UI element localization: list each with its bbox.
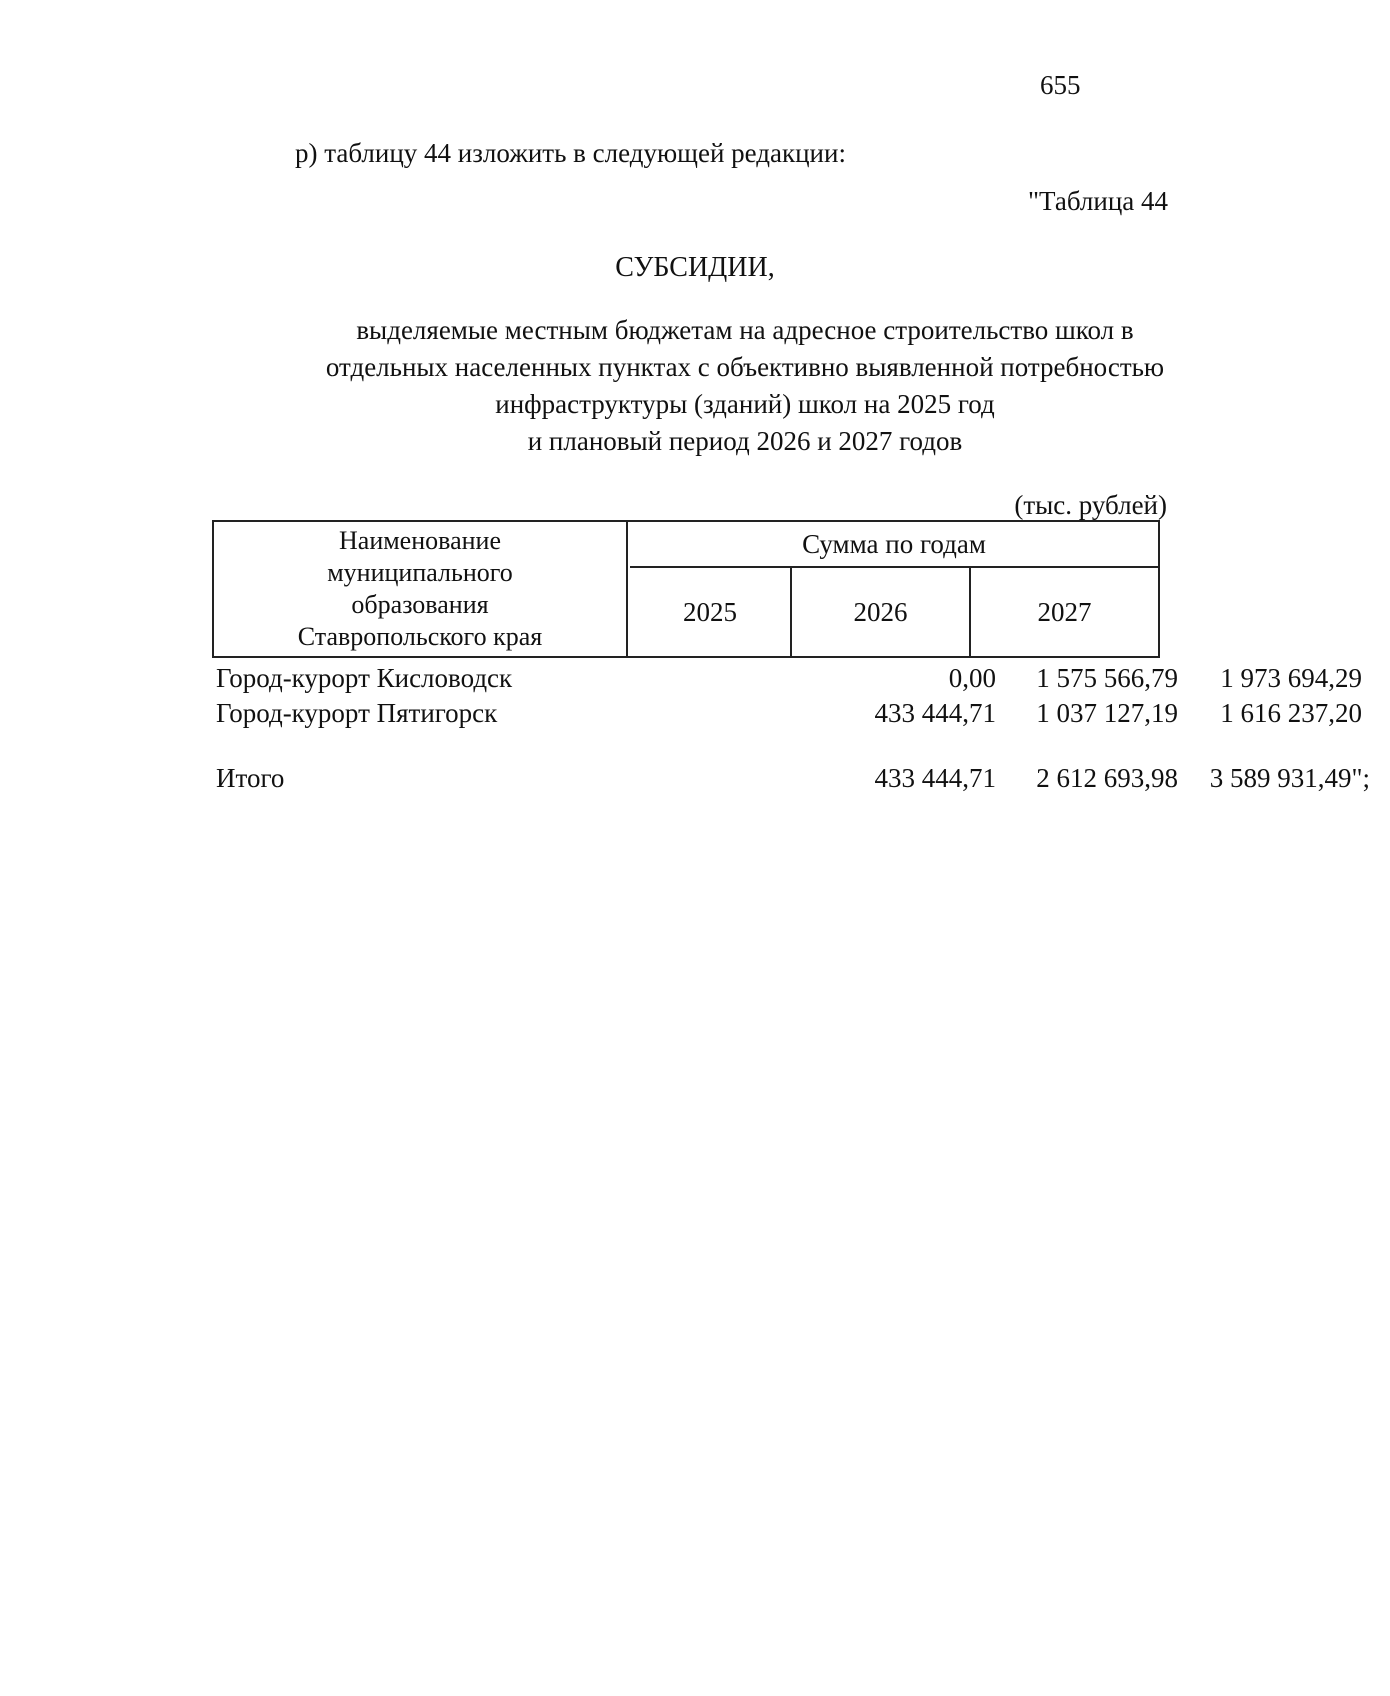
column-header-year-2027: 2027 xyxy=(1037,597,1092,627)
column-header-year-2025: 2025 xyxy=(630,568,792,656)
column-header-line: муниципального xyxy=(327,558,513,587)
column-header-line: Наименование xyxy=(339,526,501,555)
page-number: 655 xyxy=(1040,70,1081,100)
total-label: Итого xyxy=(216,763,285,793)
subheading-line: отдельных населенных пунктах с объективно выявленной потребностью xyxy=(325,352,1165,382)
column-header-sum-by-years: Сумма по годам xyxy=(630,522,1158,568)
subheading-line: и плановый период 2026 и 2027 годов xyxy=(527,426,963,456)
row-value-2026: 1 037 127,19 xyxy=(1036,698,1178,728)
row-value-2025: 433 444,71 xyxy=(874,698,996,728)
total-value-2025: 433 444,71 xyxy=(874,763,996,793)
document-heading: СУБСИДИИ, xyxy=(615,252,775,283)
table-reference: "Таблица 44 xyxy=(1028,186,1168,216)
row-value-2027: 1 616 237,20 xyxy=(1220,698,1362,728)
units-label: (тыс. рублей) xyxy=(1014,490,1167,520)
row-value-2027: 1 973 694,29 xyxy=(1220,663,1362,693)
total-value-2027: 3 589 931,49"; xyxy=(1209,763,1370,793)
total-value-2026: 2 612 693,98 xyxy=(1036,763,1178,793)
subheading-line: выделяемые местным бюджетам на адресное строительство школ в xyxy=(356,315,1134,345)
row-name: Город-курорт Пятигорск xyxy=(216,698,498,728)
column-header-municipality xyxy=(214,522,628,656)
column-header-line: образования xyxy=(351,590,489,619)
row-name: Город-курорт Кисловодск xyxy=(216,663,513,693)
subheading-line: инфраструктуры (зданий) школ на 2025 год xyxy=(495,389,995,419)
table-total-row xyxy=(212,763,1370,797)
table-header xyxy=(212,520,1160,658)
document-subheading xyxy=(200,312,1290,460)
table-row xyxy=(212,698,1362,732)
column-header-line: Ставропольского края xyxy=(297,622,543,651)
intro-text: р) таблицу 44 изложить в следующей редакции: xyxy=(295,138,846,168)
table-row xyxy=(212,663,1362,697)
row-value-2025: 0,00 xyxy=(948,663,996,693)
column-header-year-2026: 2026 xyxy=(792,568,971,656)
row-value-2026: 1 575 566,79 xyxy=(1036,663,1178,693)
